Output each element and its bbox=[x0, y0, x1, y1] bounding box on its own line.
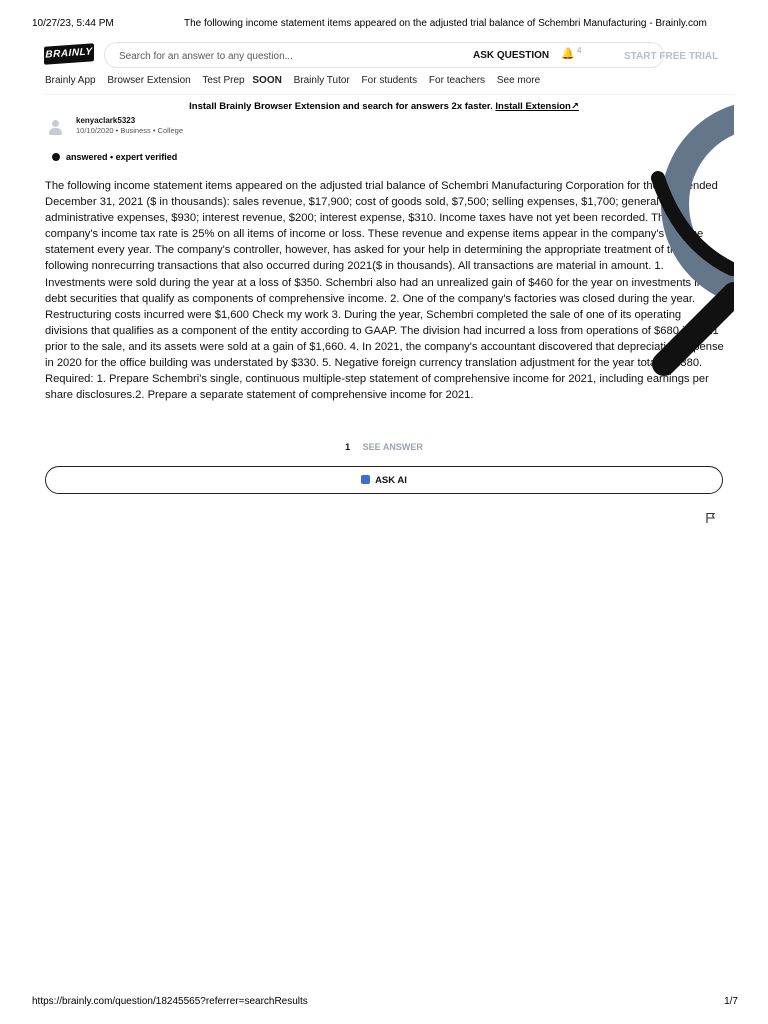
username[interactable]: kenyaclark5323 bbox=[76, 116, 136, 125]
divider bbox=[44, 94, 734, 95]
search-input[interactable] bbox=[117, 47, 461, 65]
question-meta: 10/10/2020 • Business • College bbox=[76, 126, 183, 135]
install-banner bbox=[0, 101, 768, 112]
nav-brainly-app[interactable]: Brainly App bbox=[45, 75, 96, 86]
answer-count: 1 bbox=[345, 442, 351, 452]
nav-brainly-tutor[interactable]: Brainly Tutor bbox=[293, 75, 350, 86]
page-number: 1/7 bbox=[724, 996, 738, 1007]
soon-badge: SOON bbox=[252, 75, 282, 86]
verified-status bbox=[52, 152, 177, 162]
page-url: https://brainly.com/question/18245565?referrer=searchResults bbox=[32, 996, 308, 1007]
search-box[interactable] bbox=[104, 42, 664, 68]
ask-question-button[interactable]: ASK QUESTION bbox=[473, 50, 550, 61]
nav-see-more[interactable]: See more bbox=[496, 75, 541, 86]
brainly-logo[interactable]: BRAINLY bbox=[44, 43, 94, 64]
nav-test-prep[interactable]: Test Prep bbox=[202, 75, 245, 86]
topbar bbox=[44, 42, 724, 70]
install-banner-text: Install Brainly Browser Extension and search for answers 2x faster. bbox=[189, 101, 493, 112]
verified-icon bbox=[52, 153, 60, 161]
nav-bar bbox=[45, 75, 549, 86]
avatar[interactable] bbox=[48, 118, 64, 136]
notification-count: 4 bbox=[577, 46, 582, 55]
print-title: The following income statement items appeared on the adjusted trial balance of Schembri Manufacturing - Brainly.com bbox=[184, 18, 707, 29]
flag-icon[interactable] bbox=[705, 512, 717, 524]
ask-ai-button[interactable] bbox=[45, 466, 723, 494]
see-answer-button[interactable]: SEE ANSWER bbox=[362, 442, 423, 452]
verified-status-text: answered • expert verified bbox=[66, 152, 178, 162]
start-free-trial-button[interactable]: START FREE TRIAL bbox=[624, 51, 719, 62]
ask-ai-label: ASK AI bbox=[375, 474, 407, 486]
bell-icon[interactable]: 🔔 bbox=[561, 48, 575, 60]
answers-row bbox=[0, 442, 768, 452]
print-timestamp: 10/27/23, 5:44 PM bbox=[32, 18, 114, 29]
nav-for-teachers[interactable]: For teachers bbox=[428, 75, 486, 86]
ai-icon bbox=[361, 475, 370, 484]
nav-browser-extension[interactable]: Browser Extension bbox=[107, 75, 191, 86]
nav-for-students[interactable]: For students bbox=[361, 75, 418, 86]
install-extension-link[interactable]: Install Extension↗ bbox=[495, 101, 579, 112]
question-text: The following income statement items appeared on the adjusted trial balance of Schembri Manufacturing Corporation for the year ended December 31, 2021 ($ in thousands): sales revenue, $17,900; cost of goods sold, $7,500; selling expenses, $1,700; general and administrative expenses, $930; interest revenue, $200; interest expense, $310. Income taxes have not yet been recorded. The company's income tax rate is 25% on all items of income or loss. These revenue and expense items appear in the company's income statement every year. The company's controller, however, has asked for your help in determining the appropriate treatment of the following nonrecurring transactions that also occurred during 2021($ in thousands). All transactions are material in amount. 1. Investments were sold during the year at a loss of $350. Schembri also had an unrealized gain of $460 for the year on investments in debt securities that qualify as components of comprehensive income. 2. One of the company's factories was closed during the year. Restructuring costs incurred were $1,600 Check my work 3. During the year, Schembri completed the sale of one of its operating divisions that qualifies as a component of the entity according to GAAP. The division had incurred a loss from operations of $680 in 2021 prior to the sale, and its assets were sold at a gain of $1,660. 4. In 2021, the company's accountant discovered that depreciation expense in 2020 for the office building was understated by $330. 5. Negative foreign currency translation adjustment for the year totaled $380. Required: 1. Prepare Schembri's single, continuous multiple-step statement of comprehensive income for 2021, including earnings per share disclosures.2. Prepare a separate statement of comprehensive income for 2021. bbox=[45, 180, 724, 402]
